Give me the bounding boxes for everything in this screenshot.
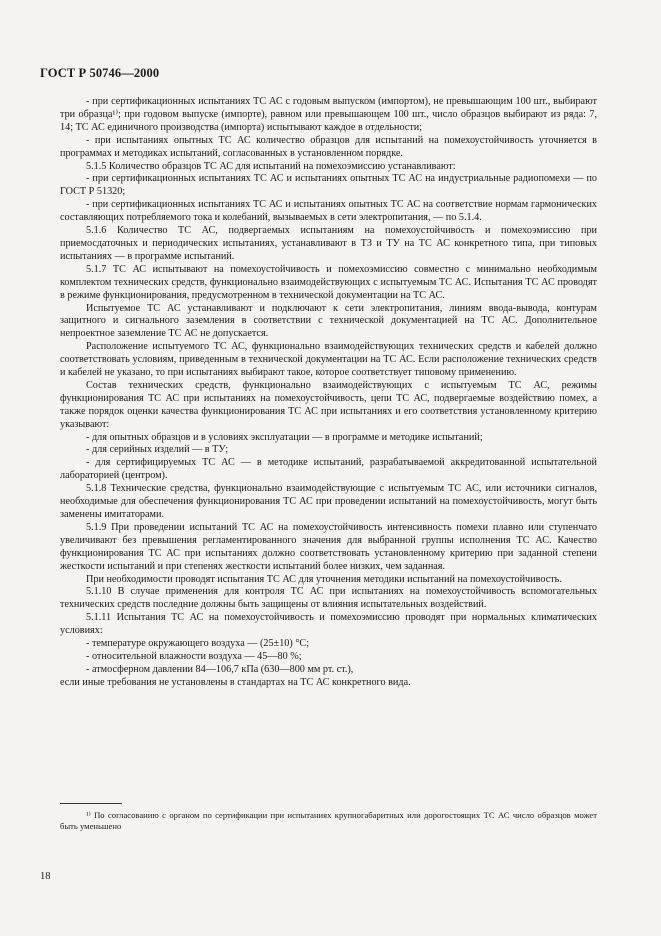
paragraph: Испытуемое ТС АС устанавливают и подключают к сети электропитания, линиям ввода-вывода, контурам защитного и сигнального заземления в соответствии с технической документацией на ТС АС. Дополнительное непроектное заземление ТС АС не допускается. bbox=[60, 302, 597, 340]
paragraph: 5.1.6 Количество ТС АС, подвергаемых испытаниям на помехоустойчивость и помехоэмиссию при приемосдаточных и периодических испытаниях, устанавливают в ТЗ и ТУ на ТС АС конкретного типа, при типовых испытаниях — в программе испытаний. bbox=[60, 225, 597, 262]
footnote-text: ¹⁾ По согласованию с органом по сертификации при испытаниях крупногабаритных или дорогостоящих ТС АС число образцов может быть уменьшено bbox=[60, 810, 597, 832]
paragraph: - атмосферном давлении 84—106,7 кПа (630—800 мм рт. ст.), bbox=[86, 663, 354, 675]
paragraph: 5.1.5 Количество образцов ТС АС для испытаний на помехоэмиссию устанавливают: bbox=[86, 160, 456, 172]
paragraph: - при сертификационных испытаниях ТС АС и испытаниях опытных ТС АС на индустриальные радиопомехи — по ГОСТ Р 51320; bbox=[60, 173, 597, 198]
footnote-divider bbox=[60, 803, 122, 804]
paragraph: - при испытаниях опытных ТС АС количество образцов для испытаний на помехоустойчивость уточняется в программах и методиках испытаний, согласованных в установленном порядке. bbox=[60, 134, 597, 159]
footnote bbox=[60, 810, 597, 833]
paragraph: - для сертифицируемых ТС АС — в методике испытаний, разрабатываемой аккредитованной испытательной лабораторией (центром). bbox=[60, 457, 597, 482]
standard-header: ГОСТ Р 50746—2000 bbox=[40, 66, 160, 80]
paragraph: При необходимости проводят испытания ТС АС для уточнения методики испытаний на помехоустойчивость. bbox=[86, 573, 562, 585]
paragraph: - относительной влажности воздуха — 45—80 %; bbox=[86, 650, 302, 662]
paragraph: 5.1.10 В случае применения для контроля ТС АС при испытаниях на помехоустойчивость вспомогательных технических средств последние должны быть защищены от влияния испытательных воздействий. bbox=[60, 586, 597, 611]
paragraph: - для опытных образцов и в условиях эксплуатации — в программе и методике испытаний; bbox=[86, 431, 483, 443]
paragraph: 5.1.11 Испытания ТС АС на помехоустойчивость и помехоэмиссию проводят при нормальных климатических условиях: bbox=[60, 612, 597, 637]
paragraph: 5.1.8 Технические средства, функционально взаимодействующие с испытуемым ТС АС, или источники сигналов, необходимые для обеспечения функционирования ТС АС при проведении испытаний на помехоустойчивость, могут быть заменены имитаторами. bbox=[60, 483, 597, 520]
paragraph: Состав технических средств, функционально взаимодействующих с испытуемым ТС АС, режимы функционирования ТС АС при испытаниях на помехоустойчивость, цепи ТС АС, подвергаемые воздействию помех, а также порядок оценки качества функционирования ТС АС при испытаниях и его соответствия установленному критерию указывают: bbox=[60, 379, 597, 430]
body-text bbox=[60, 96, 597, 690]
paragraph: - для серийных изделий — в ТУ; bbox=[86, 444, 229, 456]
page-number: 18 bbox=[40, 871, 51, 882]
paragraph: 5.1.9 При проведении испытаний ТС АС на помехоустойчивость интенсивность помехи плавно или ступенчато увеличивают без превышения регламентированного значения для выбранной группы исполнения ТС АС. Качество функционирования ТС АС при испытаниях должно соответствовать установленному критерию при заданной степени жесткости испытаний и при степенях жесткости испытаний более низких, чем заданная. bbox=[60, 521, 597, 572]
paragraph: если иные требования не установлены в стандартах на ТС АС конкретного вида. bbox=[60, 676, 411, 688]
paragraph: Расположение испытуемого ТС АС, функционально взаимодействующих технических средств и кабелей должно соответствовать условиям, приведенным в технической документации на ТС АС. Если расположение технических средств и кабелей не указано, то при испытаниях выбирают такое, которое соответствует типовому применению. bbox=[60, 341, 597, 379]
paragraph: - температуре окружающего воздуха — (25±10) °С; bbox=[86, 638, 310, 650]
paragraph: 5.1.7 ТС АС испытывают на помехоустойчивость и помехоэмиссию совместно с минимально необходимым комплектом технических средств, функционально взаимодействующих с испытуемым ТС АС. Испытания ТС АС проводят в режиме функционирования, предусмотренном в технической документации на ТС АС. bbox=[60, 263, 597, 301]
paragraph: - при сертификационных испытаниях ТС АС с годовым выпуском (импортом), не превышающим 100 шт., выбирают три образца¹⁾; при годовом выпуске (импорте), равном или превышающем 100 шт., число образцов выбирают из ряда: 7, 14; ТС АС единичного производства (импорта) испытывают каждое в отдельности; bbox=[60, 96, 597, 133]
paragraph: - при сертификационных испытаниях ТС АС и испытаниях опытных ТС АС на соответствие нормам гармонических составляющих потребляемого тока и колебаний, вызываемых в сети электропитания, — по 5.1.4. bbox=[60, 199, 597, 224]
